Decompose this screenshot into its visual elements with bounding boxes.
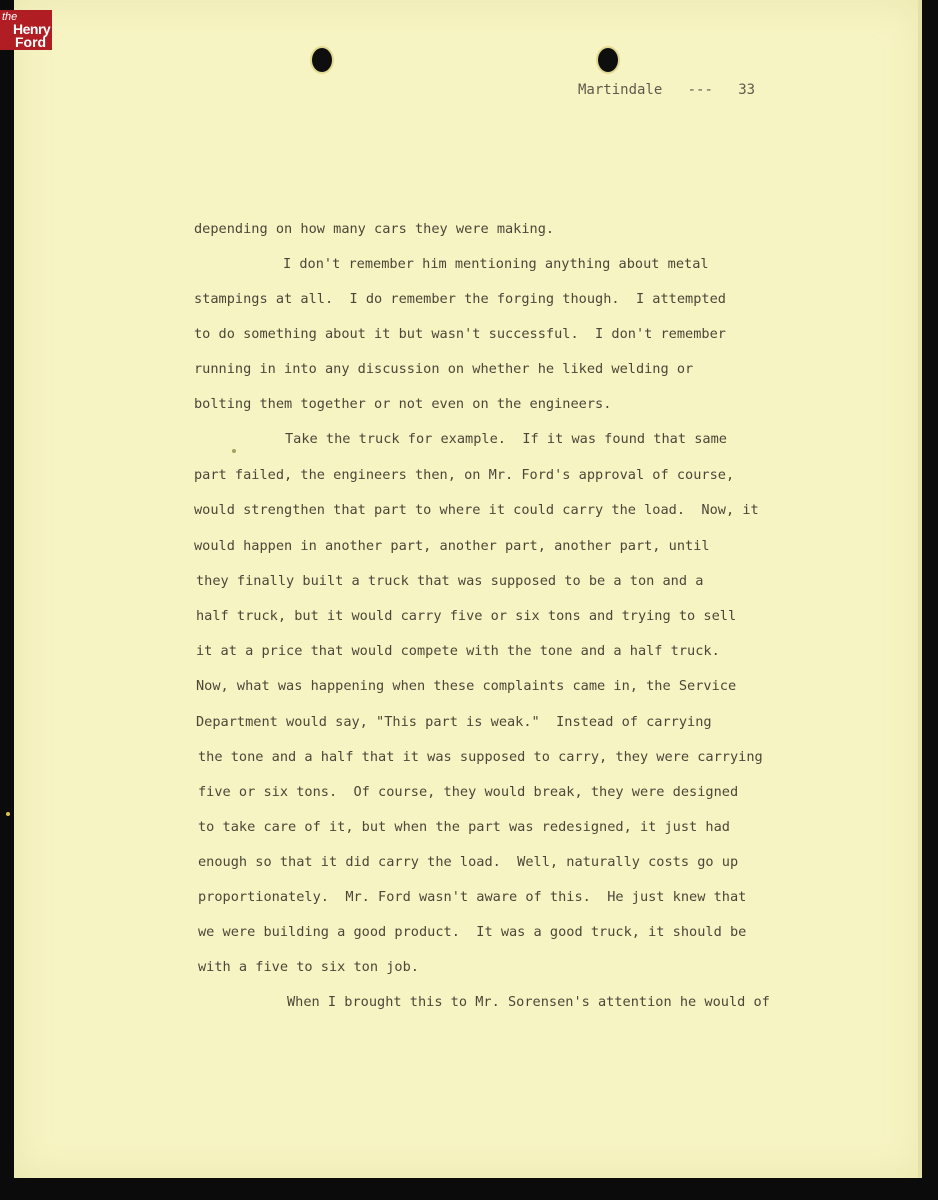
text-line: to take care of it, but when the part was redesigned, it just had [198,819,730,835]
text-line: would strengthen that part to where it could carry the load. Now, it [194,502,759,518]
text-line: we were building a good product. It was a good truck, it should be [198,924,747,940]
text-line: When I brought this to Mr. Sorensen's attention he would of [287,994,770,1010]
text-line: enough so that it did carry the load. Well, naturally costs go up [198,854,739,870]
paper-speck [232,449,236,453]
text-line: half truck, but it would carry five or six tons and trying to sell [196,608,737,624]
text-line: would happen in another part, another part, another part, until [194,538,710,554]
logo-text-ford: Ford [15,34,47,50]
text-line: Take the truck for example. If it was found that same [285,431,727,447]
text-line: Department would say, "This part is weak." Instead of carrying [196,714,712,730]
margin-speck [6,812,10,816]
text-line: to do something about it but wasn't successful. I don't remember [194,326,726,342]
text-line: they finally built a truck that was supposed to be a ton and a [196,573,704,589]
text-line: with a five to six ton job. [198,959,419,975]
text-line: depending on how many cars they were making. [194,221,555,237]
text-line: it at a price that would compete with the tone and a half truck. [196,643,720,659]
text-line: bolting them together or not even on the engineers. [194,396,612,412]
header-dashes: --- [687,82,713,98]
text-line: the tone and a half that it was supposed to carry, they were carrying [198,749,763,765]
text-line: stampings at all. I do remember the forging though. I attempted [194,291,726,307]
text-line: Now, what was happening when these complaints came in, the Service [196,678,737,694]
text-line: five or six tons. Of course, they would break, they were designed [198,784,739,800]
header-name: Martindale [578,82,663,98]
text-line: running in into any discussion on whether he liked welding or [194,361,694,377]
text-line: proportionately. Mr. Ford wasn't aware of this. He just knew that [198,889,747,905]
logo-text-the: the [2,11,18,23]
page-number: 33 [738,82,756,98]
text-line: I don't remember him mentioning anything about metal [283,256,709,272]
logo-text-henry: Henry [13,21,51,37]
text-line: part failed, the engineers then, on Mr. Ford's approval of course, [194,467,735,483]
